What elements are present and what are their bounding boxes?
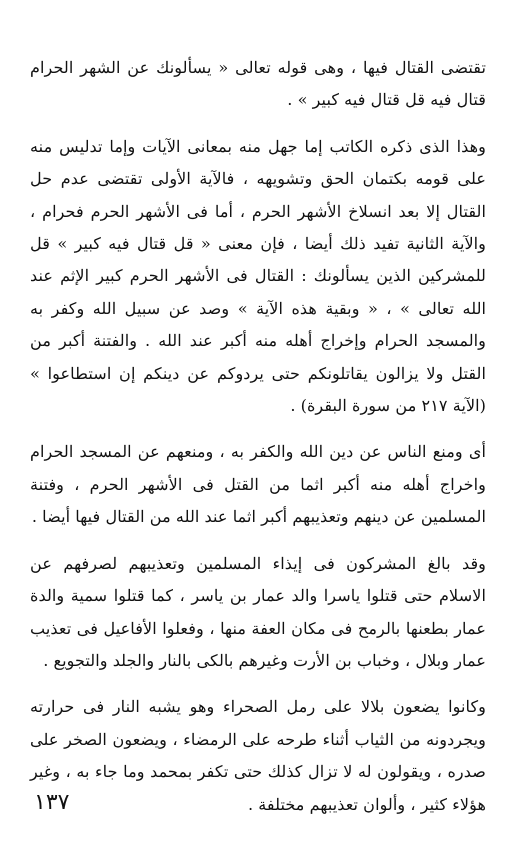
paragraph-2: وهذا الذى ذكره الكاتب إما جهل منه بمعانى الآيات وإما تدليس منه على قومه بكتمان الحق وتشويهه ، فالآية الأولى تقتضى عدم حل القتال إلا بعد انسلاخ الأشهر الحرم ، أما فى الأشهر الحرم فحرام ، والآية الثانية تفيد ذلك أيضا ، فإن معنى « قل قتال فيه كبير » قل للمشركين الذين يسألونك : القتال فى الأشهر الحرم كبير الإثم عند الله تعالى » ، « وبقية هذه الآية » وصد عن سبيل الله وكفر به والمسجد الحرام وإخراج أهله منه أكبر عند الله . والفتنة أكبر من القتل ولا يزالون يقاتلونكم حتى يردوكم عن دينكم إن استطاعوا » (الآية ٢١٧ من سورة البقرة) .	[30, 136, 486, 416]
paragraph-4: وقد بالغ المشركون فى إيذاء المسلمين وتعذيبهم لصرفهم عن الاسلام حتى قتلوا ياسرا والد عمار بن ياسر ، كما قتلوا سمية والدة عمار بطعنها بالرمح فى مكان العفة منها ، وفعلوا الأفاعيل فى تعذيب عمار وبلال ، وخباب بن الأرت وغيرهم بالكى بالنار والجلد والتجويع .	[30, 553, 486, 670]
paragraph-3: أى ومنع الناس عن دين الله والكفر به ، ومنعهم عن المسجد الحرام واخراج أهله منه أكبر اثما من القتل فى الأشهر الحرم ، وفتنة المسلمين عن دينهم وتعذيبهم أكبر اثما عند الله من القتال فيها أيضا .	[30, 442, 486, 527]
paragraph-5: وكانوا يضعون بلالا على رمل الصحراء وهو يشبه النار فى حرارته ويجردونه من الثياب أثناء طرحه على الرمضاء ، ويضعون الصخر على صدره ، ويقولون له لا تزال كذلك حتى تكفر بمحمد وما جاء به ، وغير هؤلاء كثير ، وألوان تعذيبهم مختلفة .	[30, 697, 486, 814]
page-number: ١٣٧	[34, 790, 70, 815]
paragraph-1: تقتضى القتال فيها ، وهى قوله تعالى « يسألونك عن الشهر الحرام قتال فيه قل قتال فيه كبير » .	[30, 58, 486, 110]
